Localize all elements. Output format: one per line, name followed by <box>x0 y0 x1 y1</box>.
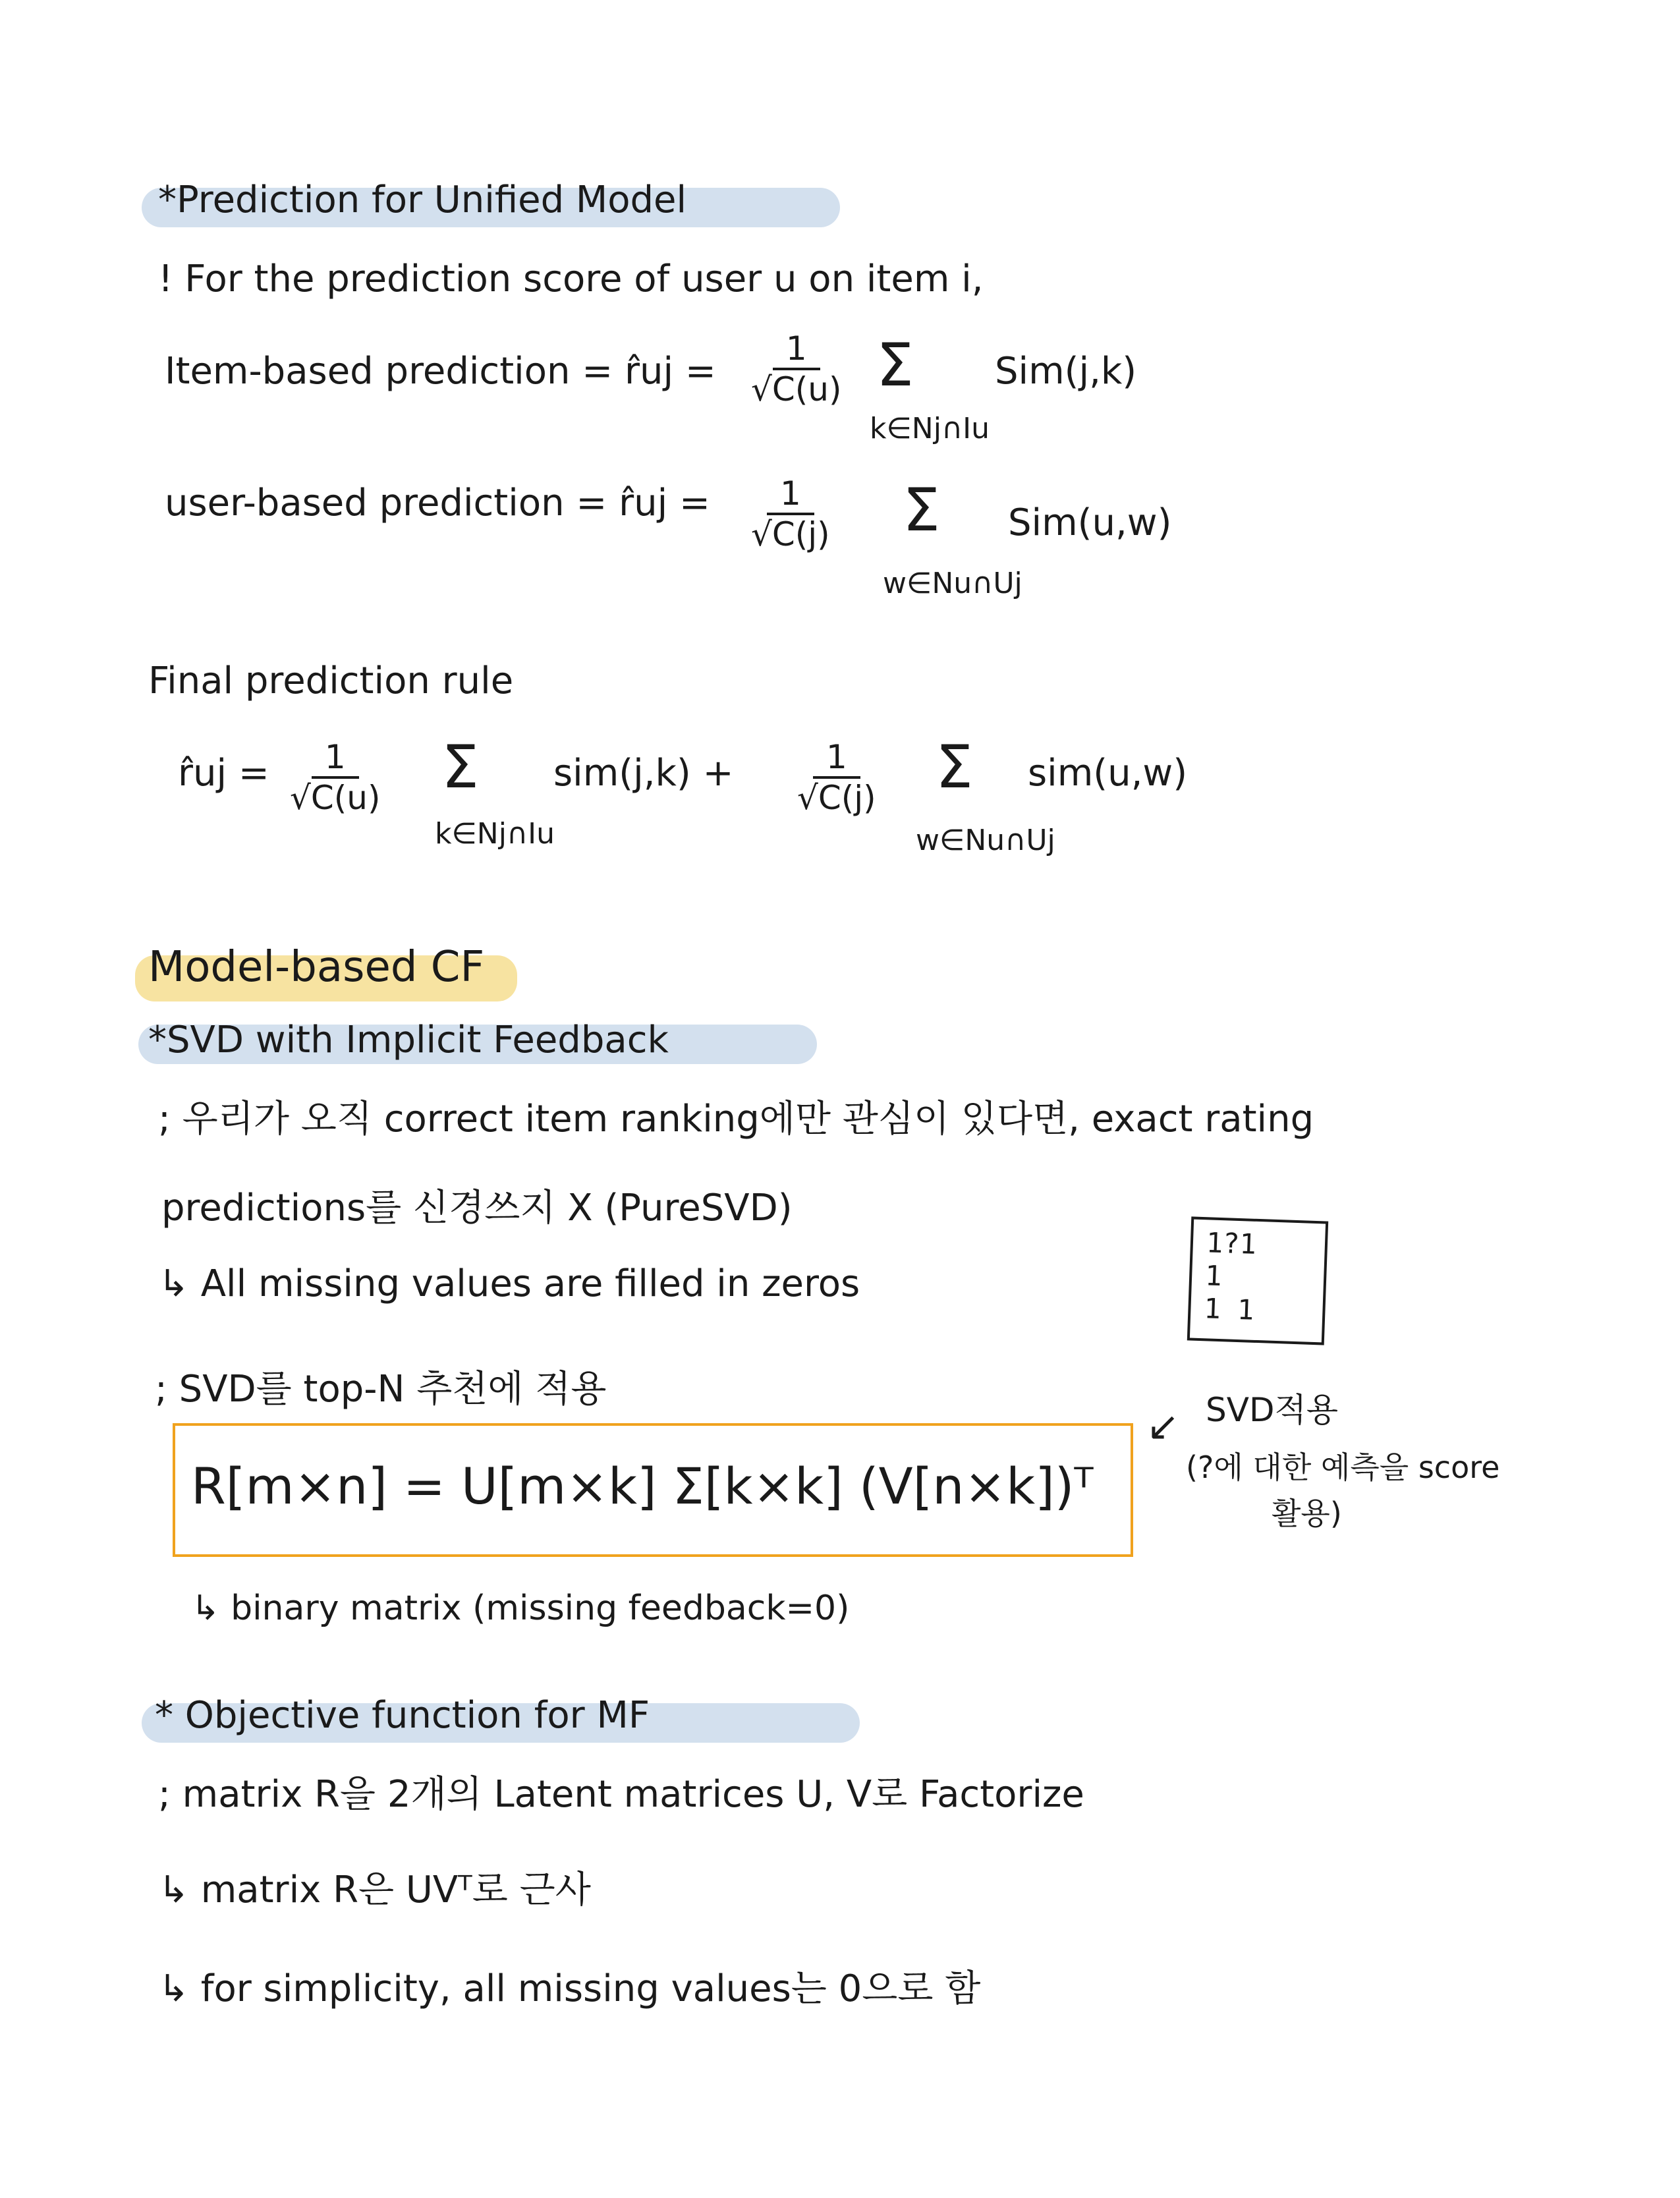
final-sigma-1: Σ <box>441 733 479 802</box>
side-note-1: SVD적용 <box>1206 1391 1339 1429</box>
item-based-fraction <box>751 329 841 409</box>
svd-line-1: ; 우리가 오직 correct item ranking에만 관심이 있다면, exact rating <box>158 1098 1314 1141</box>
final-sub-2: w∈Nu∩Uj <box>916 824 1055 857</box>
obj-line-3: ↳ for simplicity, all missing values는 0으로 함 <box>158 1967 981 2010</box>
mini-row-2: 1 <box>1204 1259 1223 1293</box>
final-sub-1: k∈Nj∩Iu <box>435 817 555 851</box>
final-fraction-2 <box>797 738 876 817</box>
model-based-title: Model-based CF <box>148 943 485 992</box>
user-based-sigma: Σ <box>903 476 940 545</box>
svd-title: *SVD with Implicit Feedback <box>148 1019 669 1061</box>
final-num-2: 1 <box>813 738 860 779</box>
obj-line-1: ; matrix R을 2개의 Latent matrices U, V로 Factorize <box>158 1773 1084 1816</box>
item-based-term: Sim(j,k) <box>995 350 1137 393</box>
svd-formula: R[m×n] = U[m×k] Σ[k×k] (V[n×k])ᵀ <box>191 1457 1094 1515</box>
svd-line-3: ↳ All missing values are filled in zeros <box>158 1262 860 1305</box>
mini-row-1: 1?1 <box>1206 1226 1257 1260</box>
user-based-label: user-based prediction = r̂uj = <box>165 482 710 524</box>
item-based-label: Item-based prediction = r̂uj = <box>165 350 716 393</box>
binary-note: ↳ binary matrix (missing feedback=0) <box>191 1589 850 1628</box>
final-num-1: 1 <box>312 738 359 779</box>
user-based-num: 1 <box>767 474 814 515</box>
final-term-2: sim(u,w) <box>1028 752 1188 795</box>
svd-line-4: ; SVD를 top-N 추천에 적용 <box>155 1368 607 1411</box>
mini-matrix-sketch <box>1187 1216 1328 1345</box>
obj-line-2: ↳ matrix R은 UVᵀ로 근사 <box>158 1869 591 1911</box>
item-based-num: 1 <box>773 329 820 370</box>
final-fraction-1 <box>290 738 380 817</box>
side-note-3: 활용) <box>1272 1496 1342 1531</box>
final-den-1: √C(u) <box>290 779 381 817</box>
user-based-sub: w∈Nu∩Uj <box>883 567 1022 600</box>
side-note-2: (?에 대한 예측을 score <box>1186 1450 1500 1485</box>
objective-title: * Objective function for MF <box>155 1694 650 1737</box>
final-term-1: sim(j,k) + <box>553 752 734 795</box>
user-based-term: Sim(u,w) <box>1008 501 1172 544</box>
svd-line-2: predictions를 신경쓰지 X (PureSVD) <box>161 1187 793 1229</box>
final-sigma-2: Σ <box>936 733 973 802</box>
mini-row-3: 1 1 <box>1203 1292 1255 1326</box>
final-den-2: √C(j) <box>797 779 876 817</box>
user-based-den: √C(j) <box>751 515 830 553</box>
unified-title: *Prediction for Unified Model <box>158 179 687 221</box>
item-based-sub: k∈Nj∩Iu <box>870 412 990 445</box>
arrow-to-box: ↙ <box>1146 1403 1180 1450</box>
final-rule-title: Final prediction rule <box>148 660 514 702</box>
user-based-fraction <box>751 474 830 553</box>
final-lhs: r̂uj = <box>178 752 269 795</box>
item-based-sigma: Σ <box>876 331 914 400</box>
score-line: ! For the prediction score of user u on item i, <box>158 258 984 300</box>
item-based-den: √C(u) <box>751 370 842 409</box>
